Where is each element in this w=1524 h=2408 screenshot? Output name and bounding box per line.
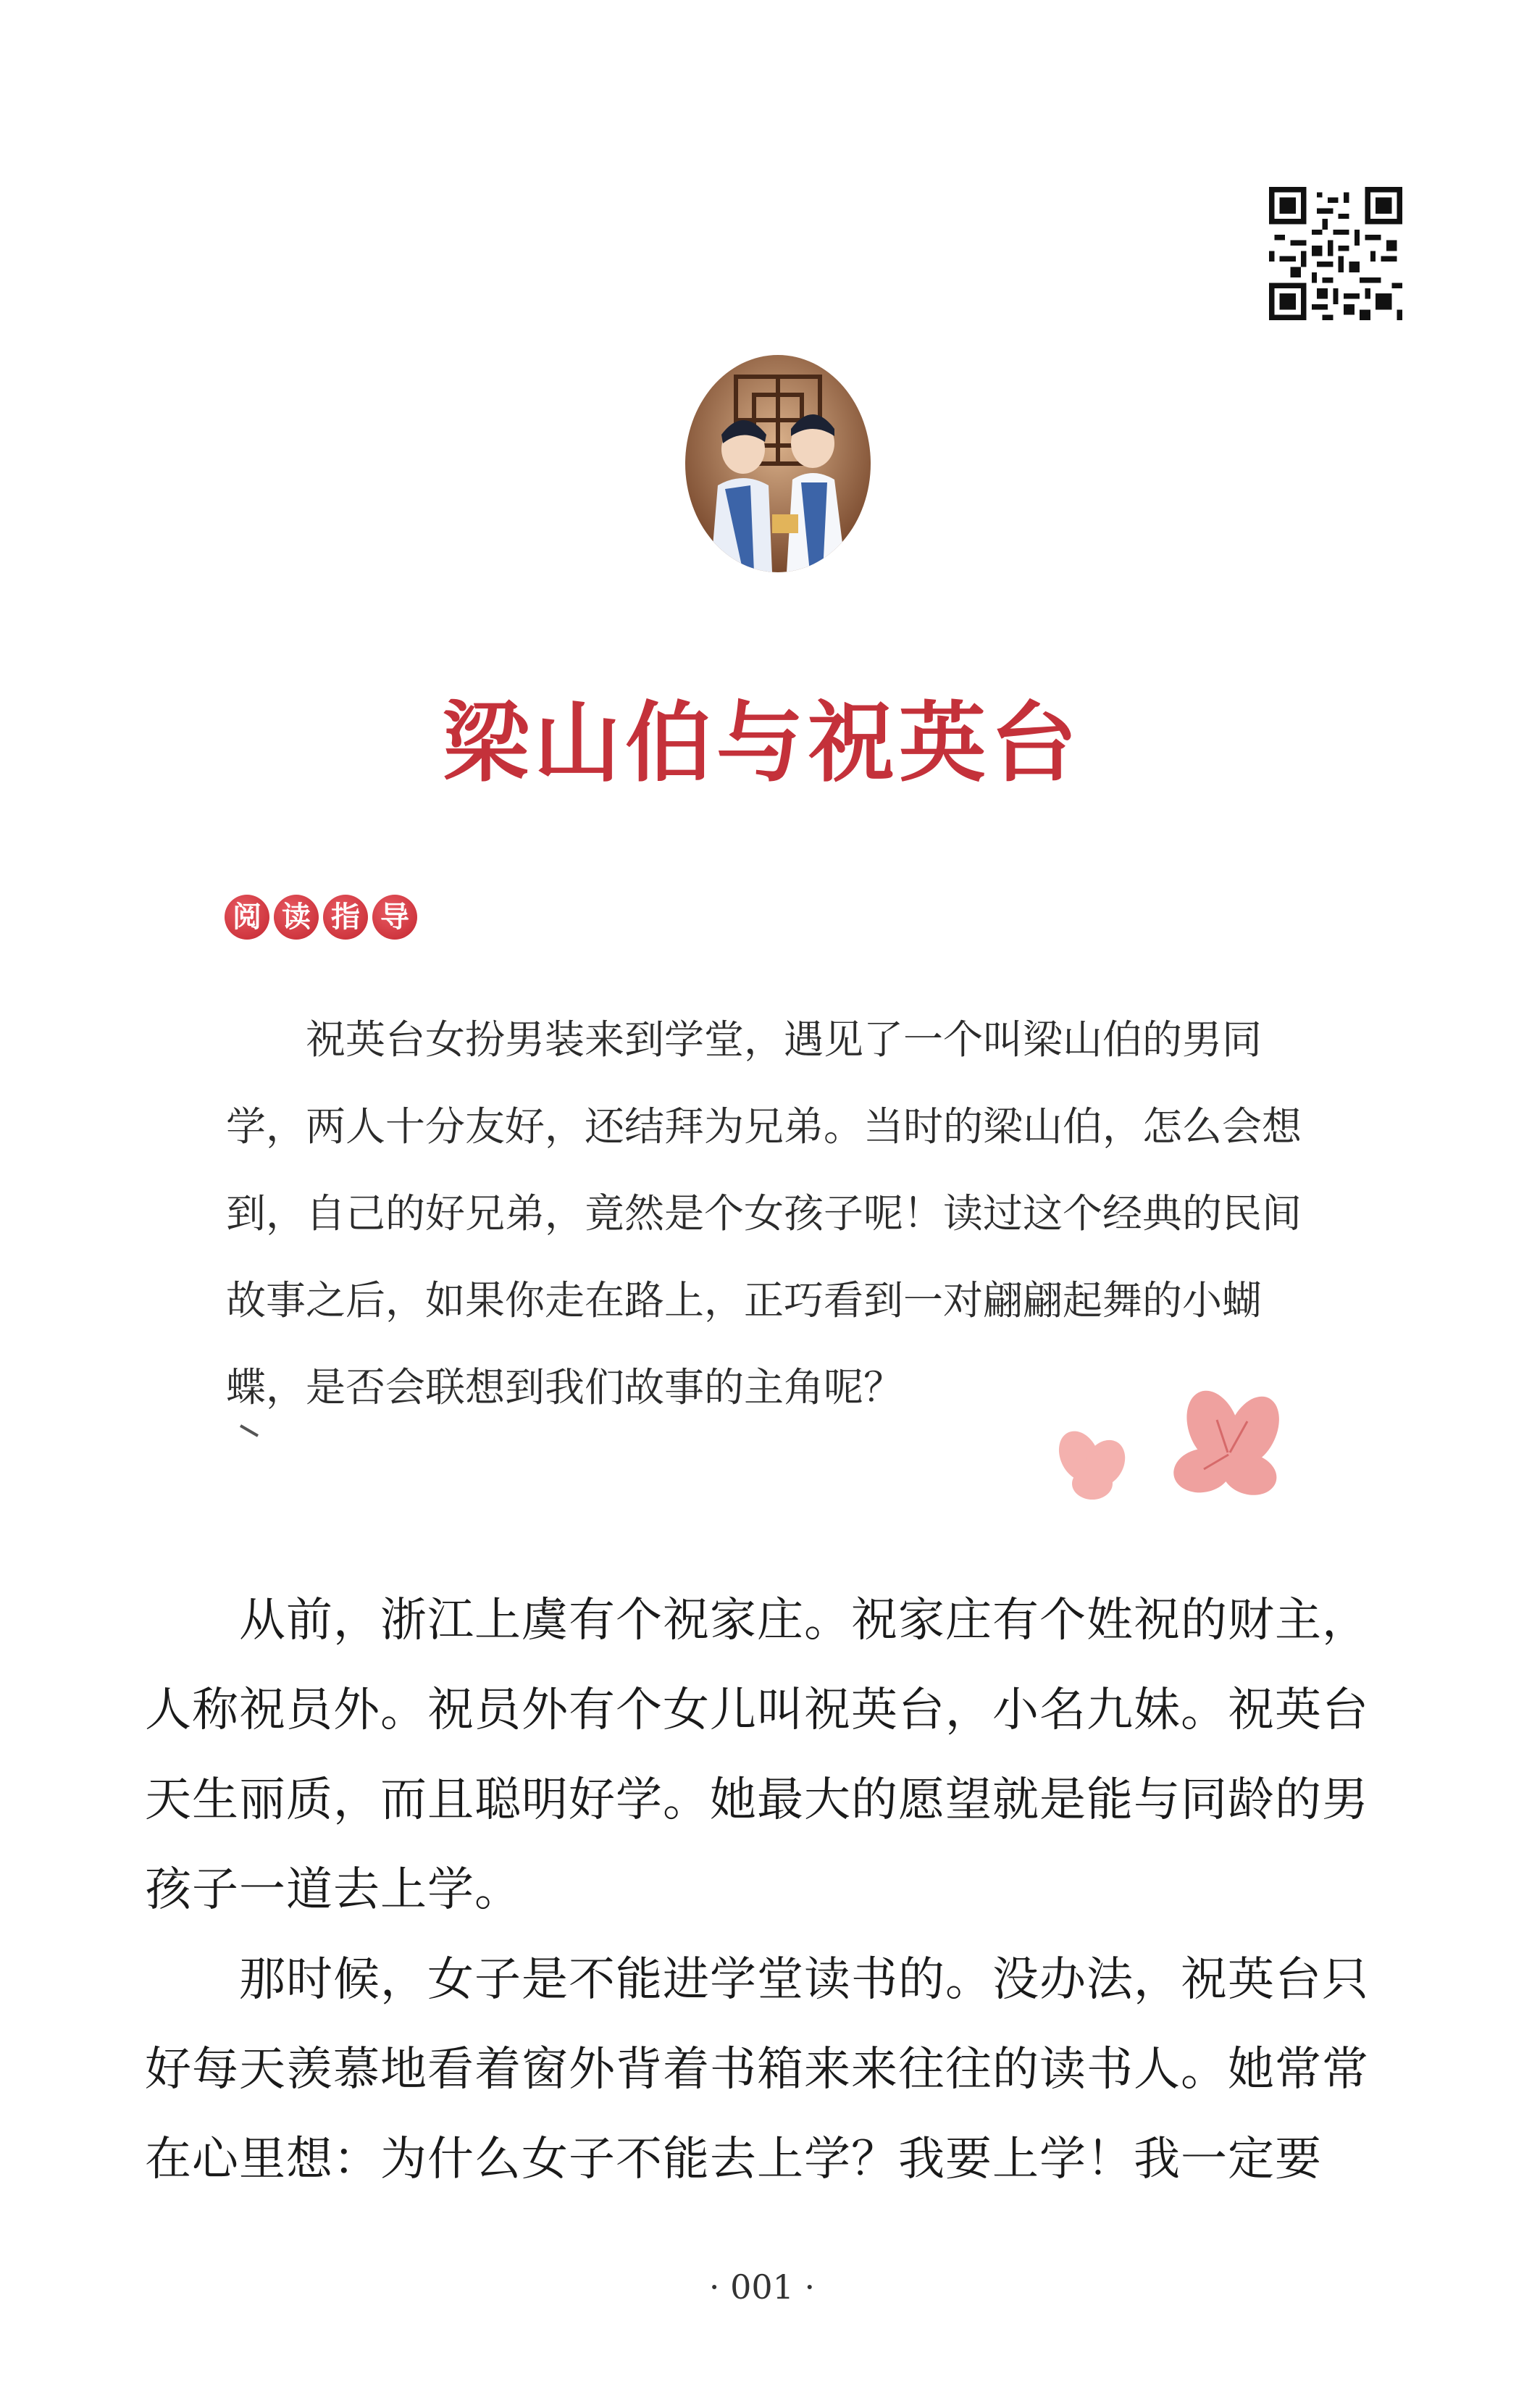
- story-body: [145, 1576, 1391, 2204]
- guide-char: 读: [274, 895, 319, 940]
- intro-paragraph: 祝英台女扮男装来到学堂，遇见了一个叫梁山伯的男同学，两人十分友好，还结拜为兄弟。当时的梁山伯，怎么会想到，自己的好兄弟，竟然是个女孩子呢！读过这个经典的民间故事之后，如果你走在路上，正巧看到一对翩翩起舞的小蝴蝶，是否会联想到我们故事的主角呢？: [226, 1016, 1302, 1410]
- body-paragraph: 从前，浙江上虞有个祝家庄。祝家庄有个姓祝的财主，人称祝员外。祝员外有个女儿叫祝英台，小名九妹。祝英台天生丽质，而且聪明好学。她最大的愿望就是能与同龄的男孩子一道去上学。: [145, 1594, 1369, 1917]
- story-illustration-icon: [685, 355, 871, 572]
- guide-char: 导: [372, 895, 417, 940]
- reading-guide-text: [226, 996, 1312, 1431]
- page-title: 梁山伯与祝英台: [443, 692, 1081, 794]
- petal-decoration-icon: [1036, 1376, 1289, 1507]
- guide-char: 阅: [225, 895, 269, 940]
- qr-code-icon: [1269, 187, 1402, 320]
- tick-mark-icon: [239, 1424, 261, 1438]
- page-number: · 001 ·: [708, 2267, 816, 2307]
- reading-guide-badge: [225, 895, 417, 940]
- guide-char: 指: [323, 895, 368, 940]
- body-paragraph: 那时候，女子是不能进学堂读书的。没办法，祝英台只好每天羡慕地看着窗外背着书箱来来往往的读书人。她常常在心里想：为什么女子不能去上学？我要上学！我一定要: [145, 1953, 1369, 2186]
